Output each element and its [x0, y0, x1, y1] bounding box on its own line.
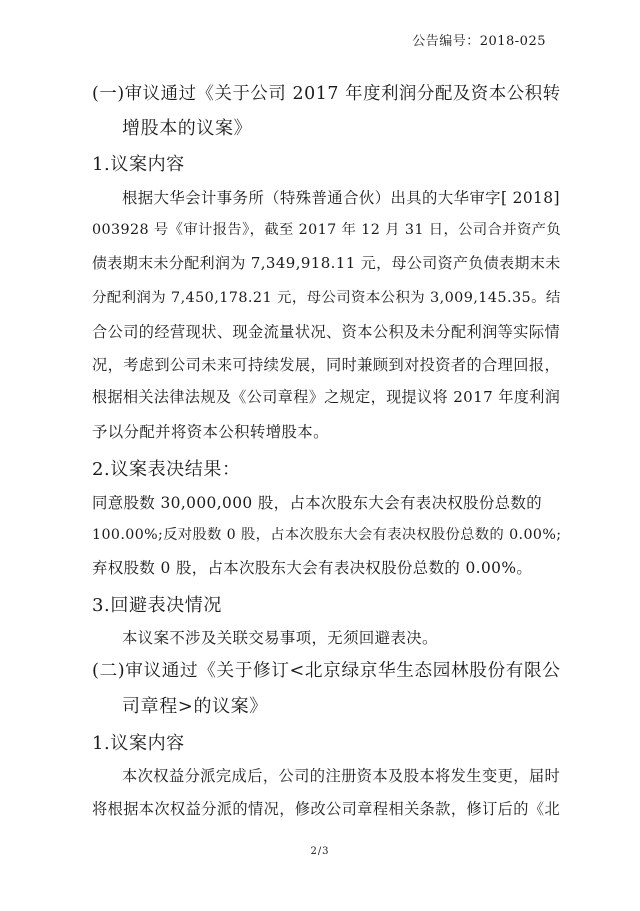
section1-content-line: 债表期末未分配利润为 7,349,918.11 元，母公司资产负债表期末未 — [92, 254, 561, 272]
section1-content-line: 予以分配并将资本公积转增股本。 — [92, 423, 329, 441]
section1-content-line: 003928 号《审计报告》，截至 2017 年 12 月 31 日，公司合并资产负 — [92, 222, 562, 238]
section1-content-line: 根据大华会计事务所（特殊普通合伙）出具的大华审字[ 2018] — [122, 189, 560, 207]
section2-title-line1: (二)审议通过《关于修订<北京绿京华生态园林股份有限公 — [92, 661, 561, 681]
section1-vote-heading: 2.议案表决结果： — [92, 459, 241, 480]
section1-content-heading: 1.议案内容 — [92, 154, 185, 175]
section1-vote-line: 同意股数 30,000,000 股，占本次股东大会有表决权股份总数的 — [92, 494, 543, 512]
section1-content-line: 分配利润为 7,450,178.21 元，母公司资本公积为 3,009,145.35。结 — [92, 290, 561, 306]
section1-content-line: 况，考虑到公司未来可持续发展，同时兼顾到对投资者的合理回报， — [92, 356, 561, 374]
section1-title-line2: 增股本的议案》 — [122, 118, 253, 139]
page-number: 2/3 — [310, 846, 330, 857]
section1-vote-line: 100.00%;反对股数 0 股，占本次股东大会有表决权股份总数的 0.00%; — [92, 527, 562, 543]
section1-avoid-heading: 3.回避表决情况 — [92, 595, 222, 616]
section2-title-line2: 司章程>的议案》 — [122, 696, 268, 717]
section1-title-line1: (一)审议通过《关于公司 2017 年度利润分配及资本公积转 — [92, 84, 561, 104]
notice-number: 公告编号：2018-025 — [412, 34, 546, 49]
section1-vote-line: 弃权股数 0 股，占本次股东大会有表决权股份总数的 0.00%。 — [92, 559, 533, 577]
section1-avoid-text: 本议案不涉及关联交易事项，无须回避表决。 — [122, 629, 438, 647]
section2-content-line: 将根据本次权益分派的情况，修改公司章程相关条款，修订后的《北 — [92, 800, 561, 818]
section2-content-heading: 1.议案内容 — [92, 733, 185, 754]
section1-content-line: 根据相关法律法规及《公司章程》之规定，现提议将 2017 年度利润 — [92, 388, 561, 406]
section1-content-line: 合公司的经营现状、现金流量状况、资本公积及未分配利润等实际情 — [92, 323, 561, 341]
section2-content-line: 本次权益分派完成后，公司的注册资本及股本将发生变更，届时 — [122, 767, 561, 785]
